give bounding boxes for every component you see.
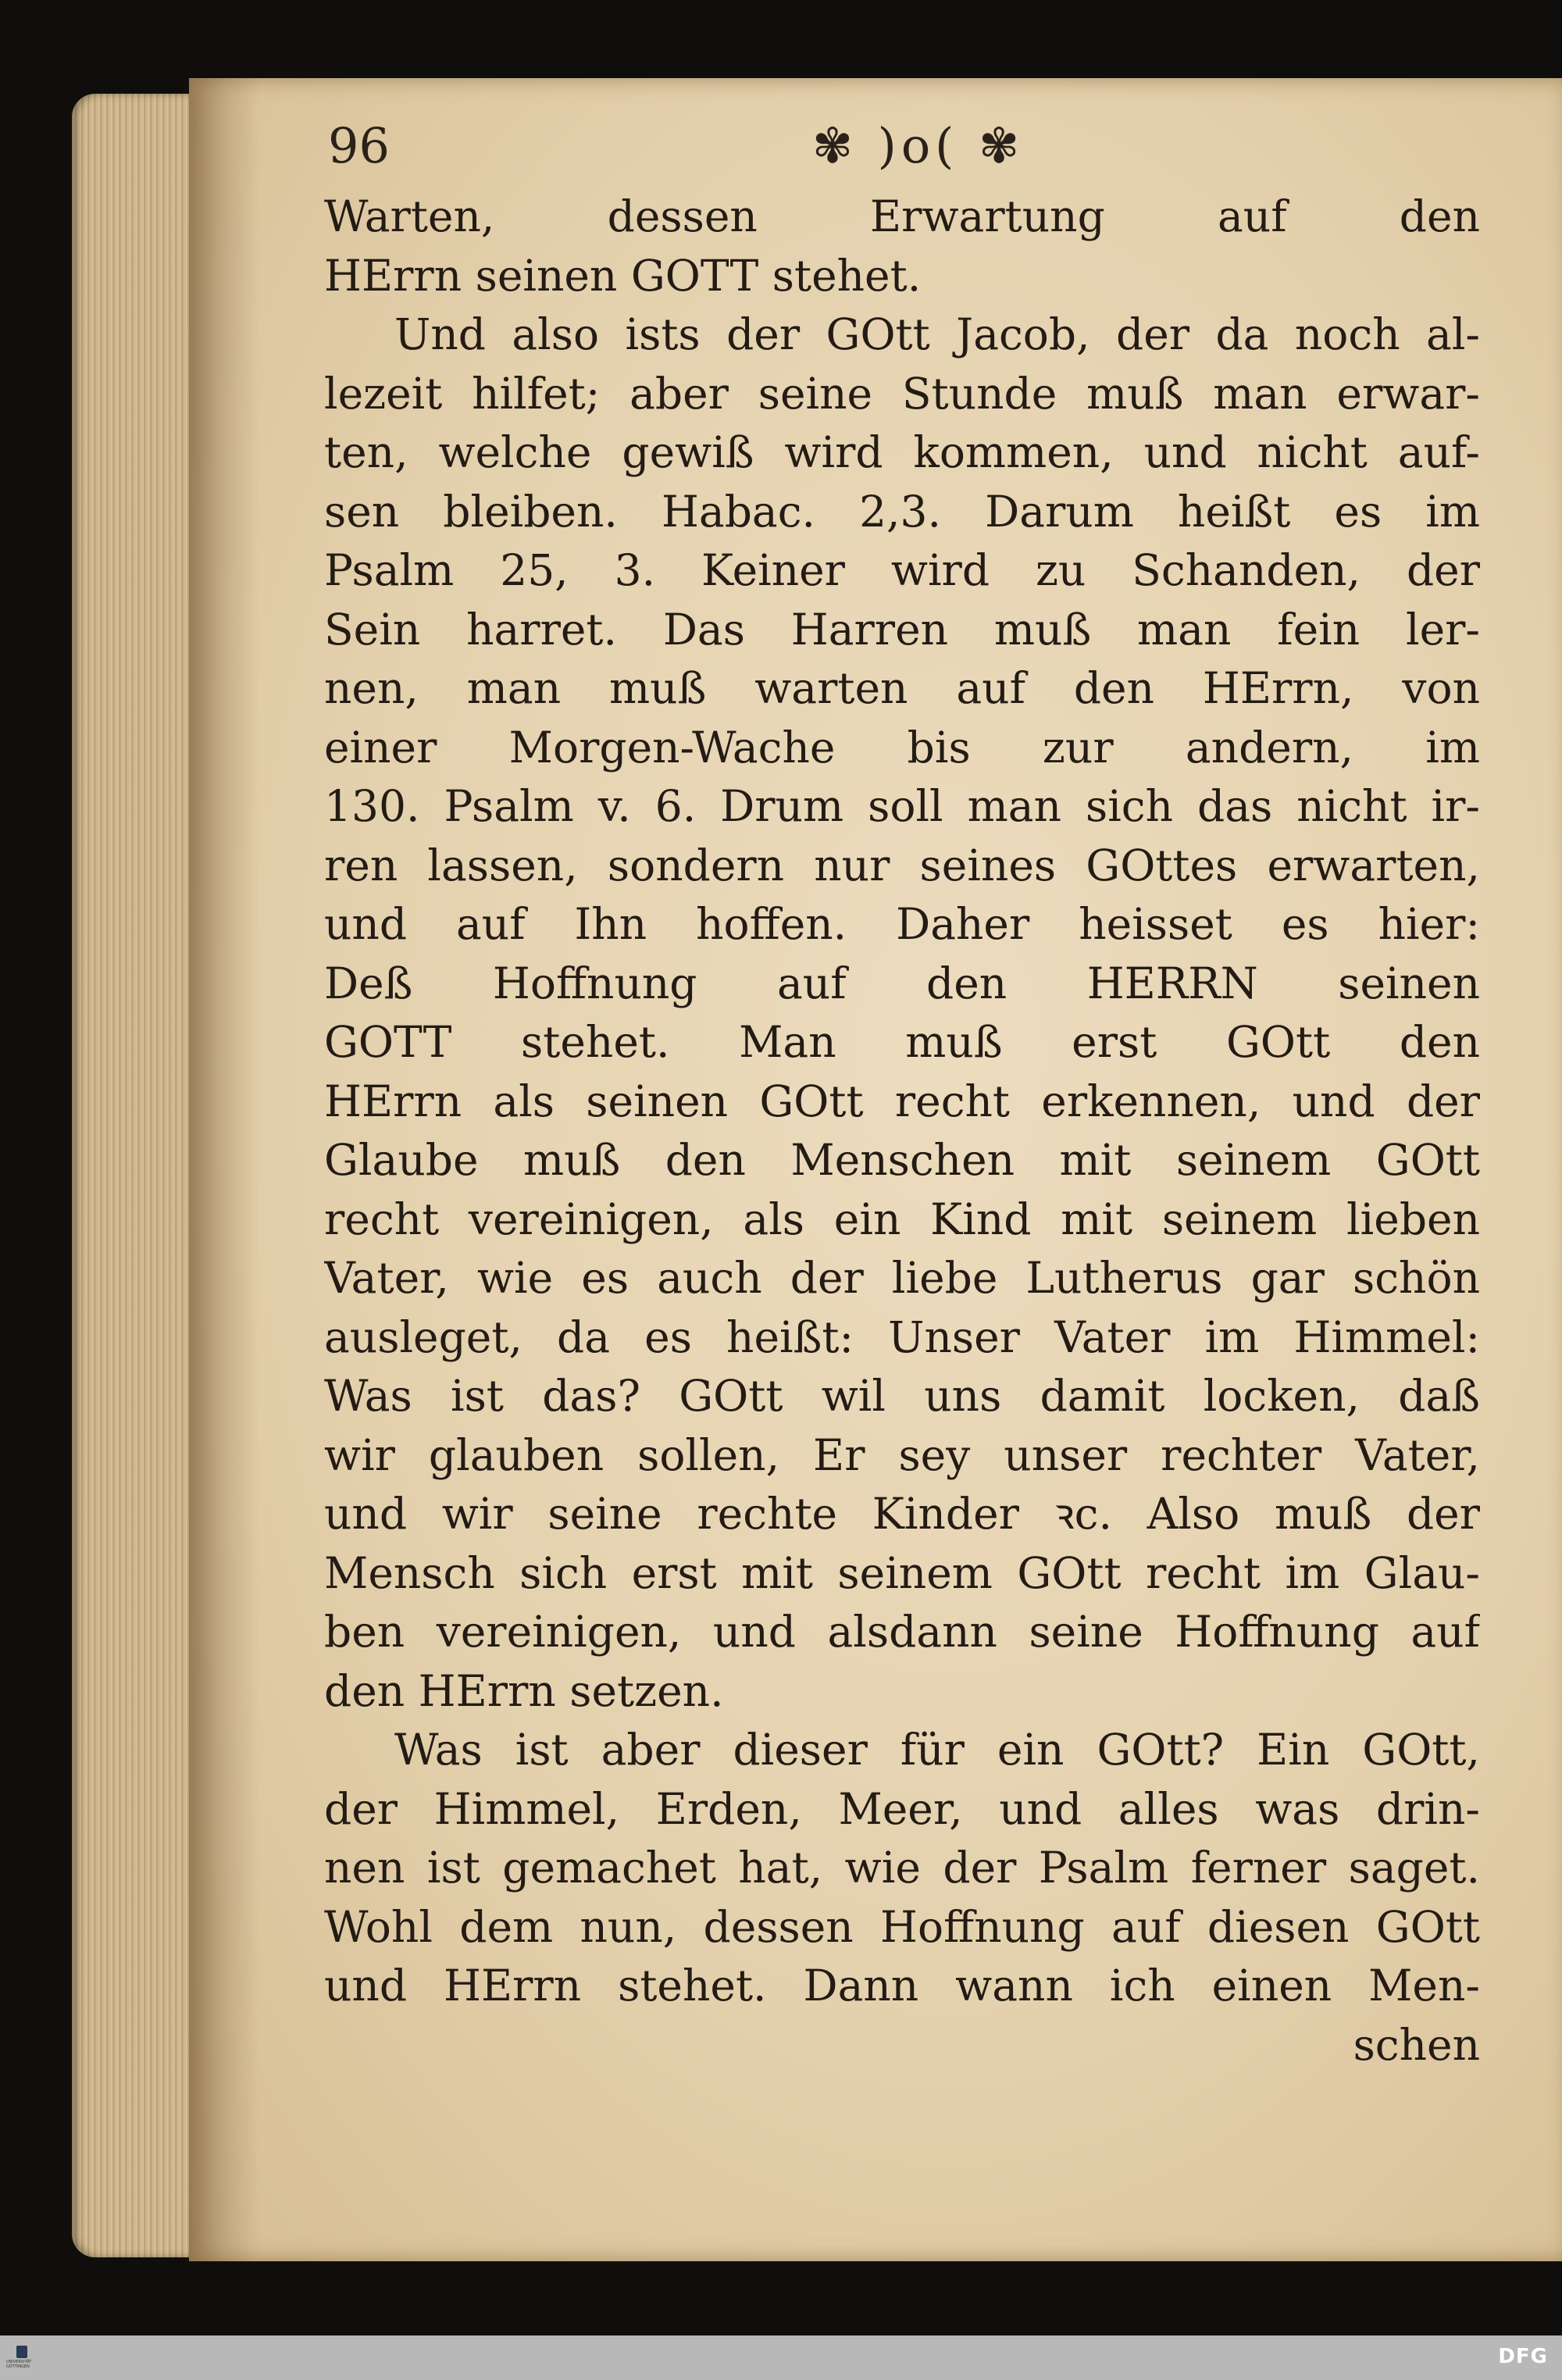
text-line: HErrn seinen GOTT stehet. [324,250,922,301]
text-line: HErrn als seinen GOtt recht erkennen, und der [324,1076,1480,1126]
viewer-footer [0,2335,1562,2380]
text-line: Was ist das? GOtt wil uns damit locken, daß [324,1371,1480,1421]
page-number: 96 [328,117,390,174]
logo-icon [16,2346,27,2358]
text-line: Glaube muß den Menschen mit seinem GOtt [324,1135,1480,1185]
text-line: nen, man muß warten auf den HErrn, von [324,663,1480,713]
text-line: ren lassen, sondern nur seines GOttes erwarten, [324,840,1480,890]
text-line: ben vereinigen, und alsdann seine Hoffnung auf [324,1607,1480,1657]
text-line: sen bleiben. Habac. 2,3. Darum heißt es im [324,486,1480,537]
text-line: lezeit hilfet; aber seine Stunde muß man erwar- [324,368,1480,419]
university-logo [6,2338,37,2377]
body-text [324,187,1480,2075]
text-line: Sein harret. Das Harren muß man fein ler- [324,604,1480,655]
text-line: nen ist gemachet hat, wie der Psalm ferner saget. [324,1843,1480,1893]
text-line: Vater, wie es auch der liebe Lutherus gar schön [324,1253,1480,1303]
logo-text: UNIVERSITÄT GÖTTINGEN [6,2360,32,2369]
text-line: ausleget, da es heißt: Unser Vater im Himmel: [324,1311,1480,1362]
text-line: einer Morgen-Wache bis zur andern, im [324,722,1480,773]
text-line: Deß Hoffnung auf den HERRN seinen [324,958,1480,1008]
text-line: der Himmel, Erden, Meer, und alles was drin- [324,1783,1480,1834]
text-line: ten, welche gewiß wird kommen, und nicht auf- [324,427,1480,477]
catchword: schen [1353,2019,1480,2070]
text-line: Was ist aber dieser für ein GOtt? Ein GOtt, [394,1725,1480,1775]
header-ornament: ✾ )o( ✾ [812,117,1025,174]
page-header [328,117,1484,195]
text-line: Und also ists der GOtt Jacob, der da noch al- [394,309,1480,359]
text-line: und auf Ihn hoffen. Daher heisset es hier: [324,899,1480,949]
text-line: recht vereinigen, als ein Kind mit seinem lieben [324,1194,1480,1244]
text-line: GOTT stehet. Man muß erst GOtt den [324,1017,1480,1067]
text-line: 130. Psalm v. 6. Drum soll man sich das nicht ir- [324,781,1480,831]
text-line: den HErrn setzen. [324,1665,724,1716]
text-line: Wohl dem nun, dessen Hoffnung auf diesen GOtt [324,1901,1480,1952]
text-line: Mensch sich erst mit seinem GOtt recht im Glau- [324,1547,1480,1598]
text-line: und wir seine rechte Kinder ꝛc. Also muß der [324,1489,1480,1539]
text-line: Warten, dessen Erwartung auf den [324,191,1480,241]
text-line: und HErrn stehet. Dann wann ich einen Men- [324,1961,1480,2011]
text-line: wir glauben sollen, Er sey unser rechter Vater, [324,1429,1480,1480]
gutter-shadow [189,78,259,2261]
text-line: Psalm 25, 3. Keiner wird zu Schanden, der [324,545,1480,595]
dfg-logo: DFG [1498,2345,1548,2368]
